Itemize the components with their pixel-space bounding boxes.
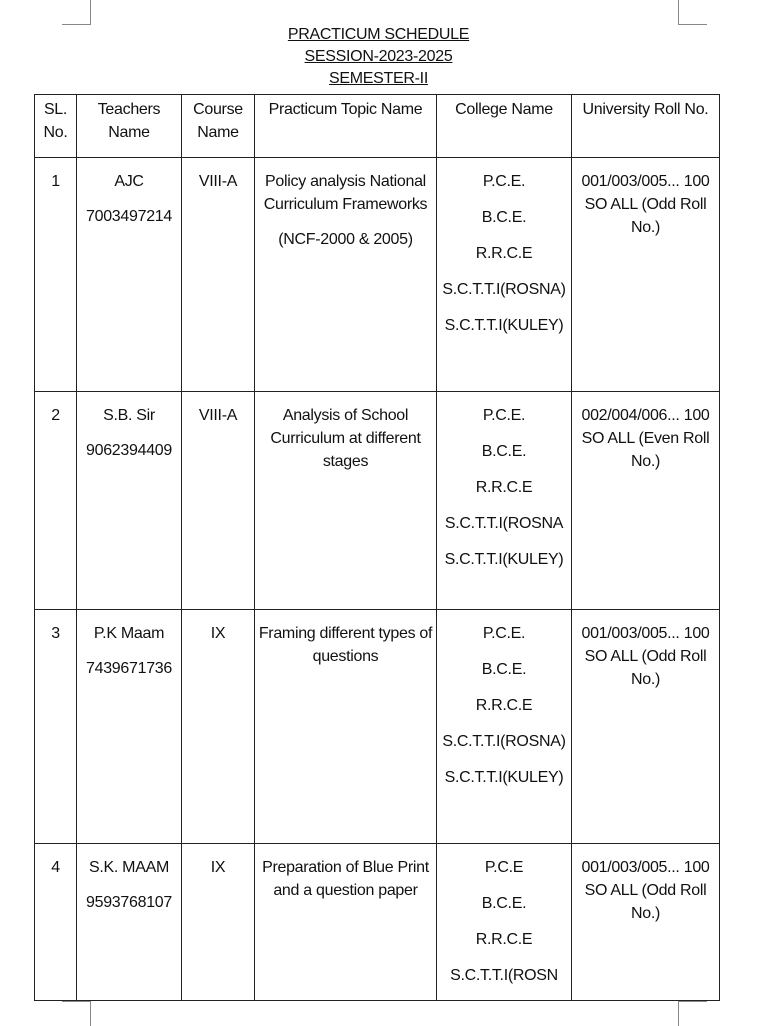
- column-header-college: College Name: [437, 95, 572, 158]
- sl-cell: 3: [35, 610, 77, 844]
- roll-cell: 001/003/005... 100 SO ALL (Odd Roll No.): [572, 610, 720, 844]
- table-header-row: [35, 95, 720, 158]
- topic-name: Preparation of Blue Print and a question paper: [262, 859, 429, 899]
- roll-cell: 002/004/006... 100 SO ALL (Even Roll No.): [572, 392, 720, 610]
- college-name: S.C.T.T.I(KULEY): [444, 769, 564, 786]
- college-cell: [437, 158, 572, 392]
- college-cell: [437, 610, 572, 844]
- teacher-phone: 9062394409: [86, 442, 172, 459]
- college-name: R.R.C.E: [475, 931, 533, 948]
- college-name: S.C.T.T.I(KULEY): [444, 551, 564, 568]
- column-header-sl: SL. No.: [35, 95, 77, 158]
- topic-cell: [255, 392, 437, 610]
- college-name: B.C.E.: [481, 895, 527, 912]
- college-cell: [437, 844, 572, 1001]
- college-cell: [437, 392, 572, 610]
- teacher-cell: [77, 610, 182, 844]
- topic-name: Framing different types of questions: [258, 625, 433, 665]
- teacher-name: P.K Maam: [93, 625, 165, 642]
- crop-mark-bottom-left: [62, 1001, 91, 1026]
- session-label: SESSION-2023-2025: [304, 48, 453, 65]
- crop-mark-bottom-right: [678, 1001, 707, 1026]
- college-name: S.C.T.T.I(KULEY): [444, 317, 564, 334]
- college-name: S.C.T.T.I(ROSNA): [442, 733, 566, 750]
- topic-cell: [255, 844, 437, 1001]
- table-row: [35, 610, 720, 844]
- course-cell: VIII-A: [182, 158, 255, 392]
- college-name: S.C.T.T.I(ROSNA: [444, 515, 564, 532]
- teacher-name: AJC: [114, 173, 144, 190]
- teacher-phone: 7003497214: [86, 208, 172, 225]
- college-name: P.C.E.: [482, 625, 526, 642]
- topic-name: Policy analysis National Curriculum Frameworks: [263, 173, 428, 213]
- practicum-schedule-table: [34, 94, 720, 1001]
- college-name: B.C.E.: [481, 209, 527, 226]
- sl-cell: 4: [35, 844, 77, 1001]
- course-cell: IX: [182, 844, 255, 1001]
- roll-cell: 001/003/005... 100 SO ALL (Odd Roll No.): [572, 158, 720, 392]
- roll-cell: 001/003/005... 100 SO ALL (Odd Roll No.): [572, 844, 720, 1001]
- document-header: [0, 24, 757, 90]
- college-name: P.C.E.: [482, 173, 526, 190]
- document-title: PRACTICUM SCHEDULE: [287, 26, 470, 43]
- column-header-course: Course Name: [182, 95, 255, 158]
- college-name: P.C.E.: [482, 407, 526, 424]
- course-cell: IX: [182, 610, 255, 844]
- teacher-phone: 7439671736: [86, 660, 172, 677]
- college-name: S.C.T.T.I(ROSNA): [442, 281, 566, 298]
- semester-label: SEMESTER-II: [329, 70, 428, 87]
- teacher-cell: [77, 158, 182, 392]
- college-name: R.R.C.E: [475, 697, 533, 714]
- teacher-cell: [77, 844, 182, 1001]
- column-header-teacher: Teachers Name: [77, 95, 182, 158]
- topic-cell: [255, 610, 437, 844]
- college-name: S.C.T.T.I(ROSN: [450, 967, 558, 984]
- sl-cell: 1: [35, 158, 77, 392]
- column-header-topic: Practicum Topic Name: [255, 95, 437, 158]
- topic-cell: [255, 158, 437, 392]
- college-name: R.R.C.E: [475, 245, 533, 262]
- college-name: R.R.C.E: [475, 479, 533, 496]
- course-cell: VIII-A: [182, 392, 255, 610]
- topic-extra: (NCF-2000 & 2005): [278, 231, 413, 248]
- crop-mark-top-left: [62, 0, 91, 25]
- table-row: [35, 158, 720, 392]
- college-name: B.C.E.: [481, 443, 527, 460]
- teacher-phone: 9593768107: [86, 894, 172, 911]
- column-header-roll: University Roll No.: [572, 95, 720, 158]
- teacher-cell: [77, 392, 182, 610]
- table-row: [35, 844, 720, 1001]
- teacher-name: S.K. MAAM: [89, 859, 169, 876]
- teacher-name: S.B. Sir: [103, 407, 155, 424]
- college-name: B.C.E.: [481, 661, 527, 678]
- crop-mark-top-right: [678, 0, 707, 25]
- topic-name: Analysis of School Curriculum at different stages: [270, 407, 421, 470]
- college-name: P.C.E: [484, 859, 524, 876]
- table-row: [35, 392, 720, 610]
- sl-cell: 2: [35, 392, 77, 610]
